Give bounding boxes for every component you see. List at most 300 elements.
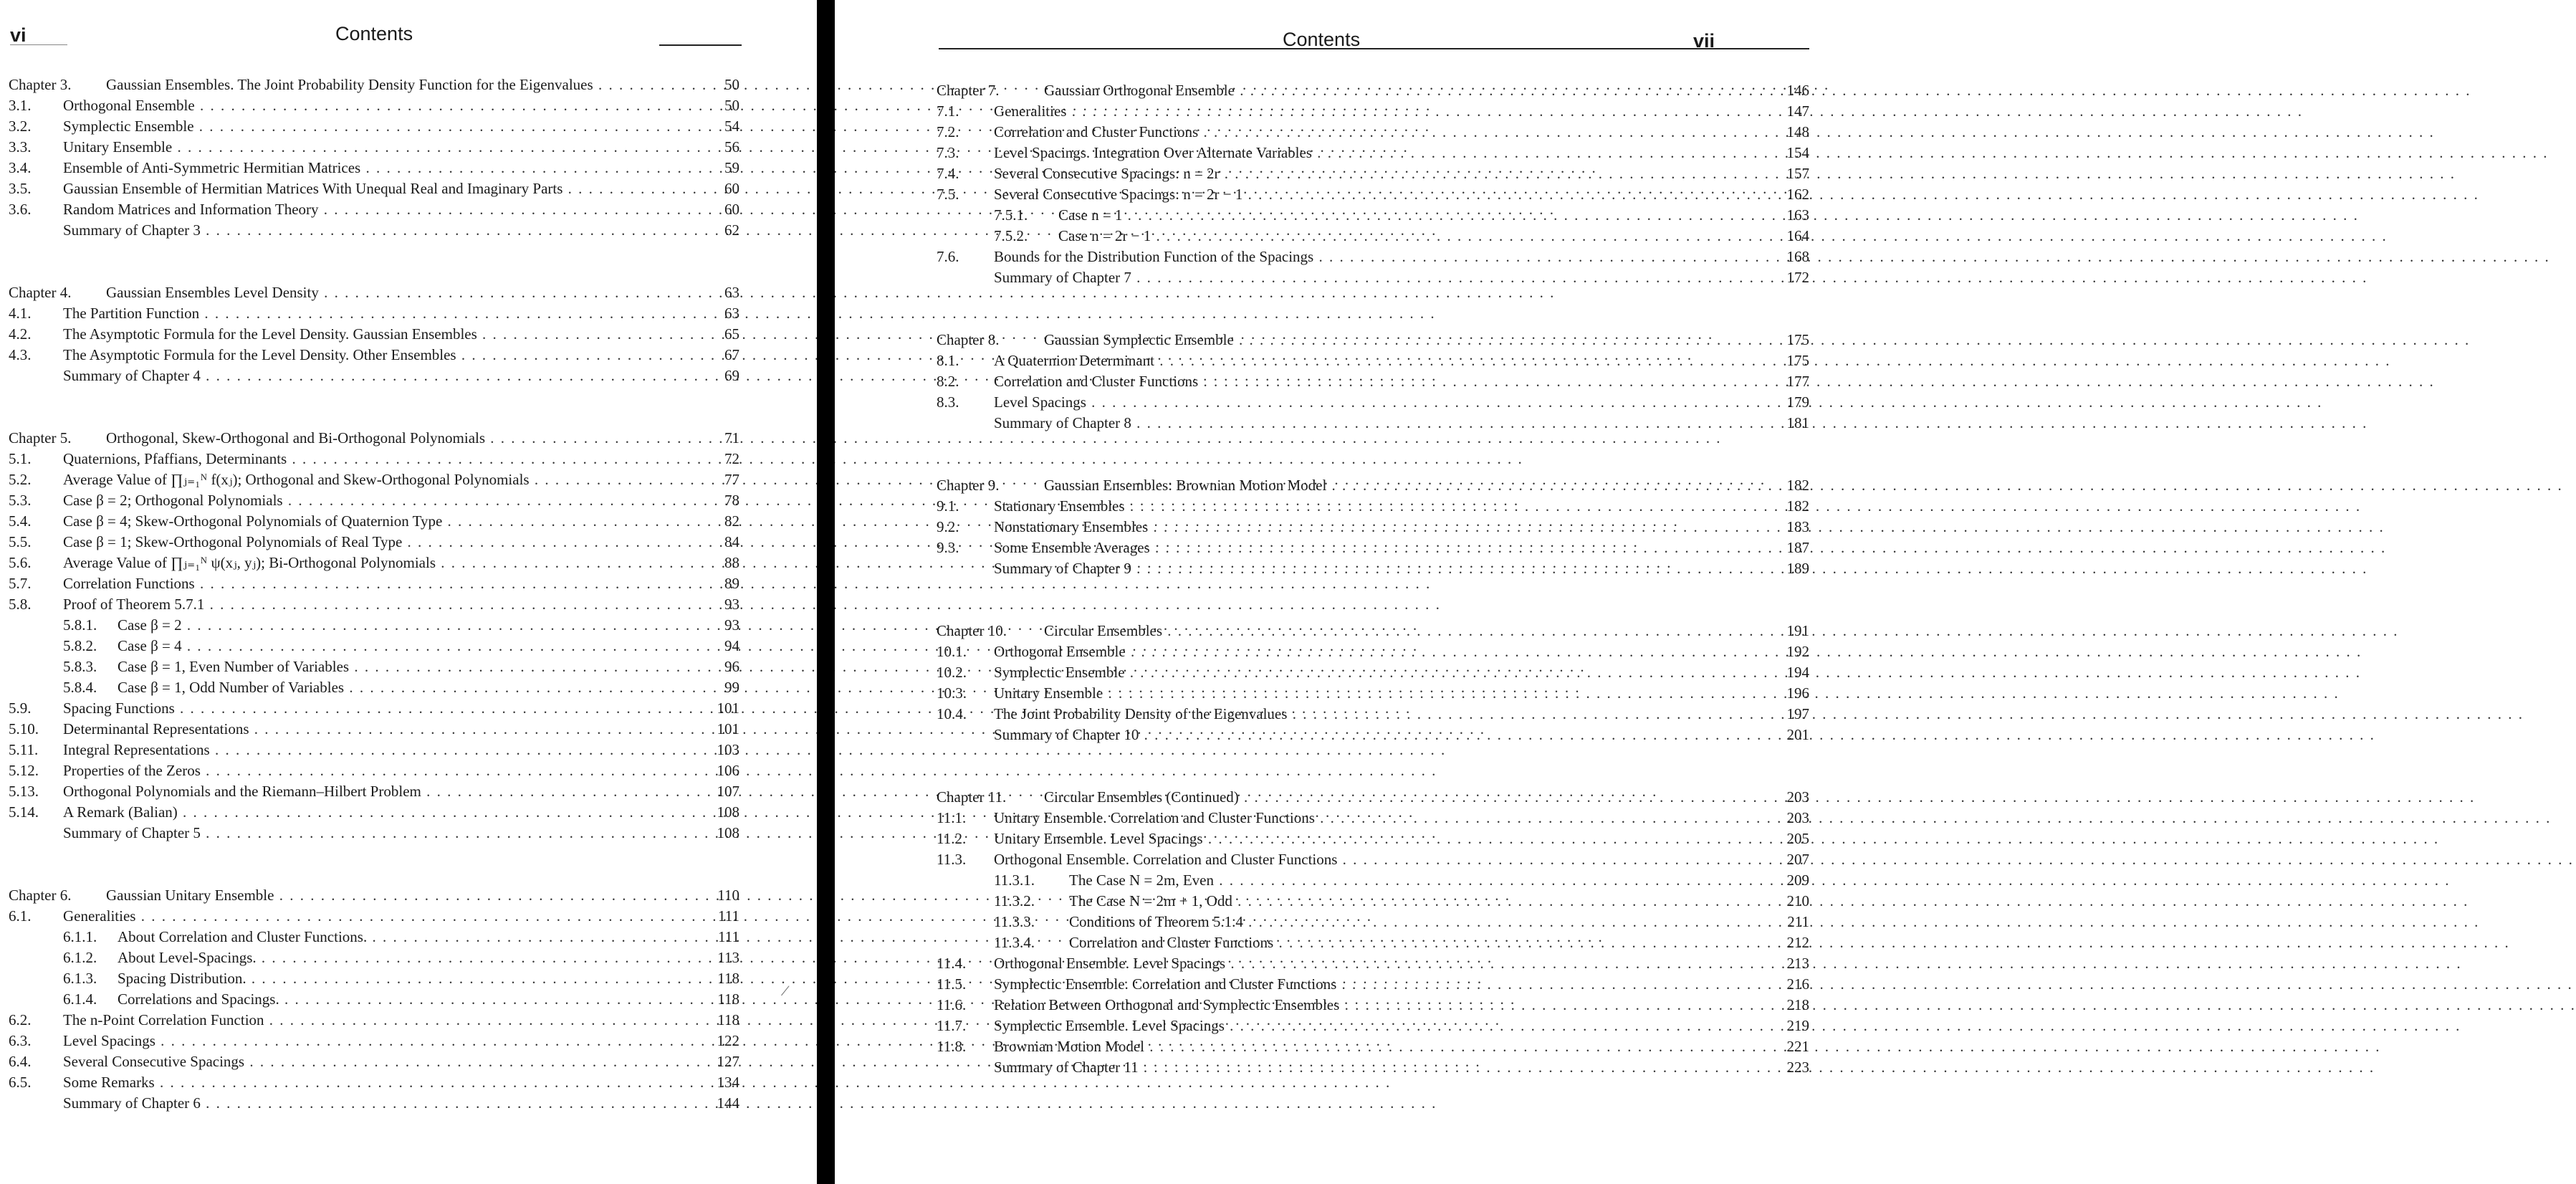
toc-entry-number: 8.3.	[937, 393, 959, 411]
toc-entry[interactable]	[9, 947, 739, 968]
toc-entry-title: Correlation and Cluster Functions . . .	[994, 371, 1752, 392]
toc-entry-page: 164	[1786, 227, 1809, 244]
toc-entry-page: 223	[1786, 1059, 1809, 1076]
scan-mark: /	[779, 981, 791, 1001]
toc-entry-number: 5.8.4.	[63, 679, 97, 696]
toc-chapter-block	[937, 80, 1809, 288]
toc-entry-number: Chapter 4.	[9, 284, 72, 301]
toc-entry-page: 209	[1786, 872, 1809, 889]
toc-entry-title: Orthogonal Ensemble . . .	[994, 641, 1752, 662]
toc-entry[interactable]	[9, 698, 739, 719]
toc-entry[interactable]	[937, 912, 1809, 932]
toc-entry-number: 10.4.	[937, 705, 967, 722]
toc-entry-number: 5.1.	[9, 450, 32, 467]
toc-entry[interactable]	[937, 350, 1809, 371]
toc-entry-number: 11.7.	[937, 1017, 967, 1034]
toc-entry-number: 3.1.	[9, 97, 32, 114]
toc-entry-title: Spacing Functions . . .	[63, 698, 689, 719]
toc-entry[interactable]	[937, 496, 1809, 517]
toc-entry-title: Level Spacings . . .	[994, 392, 1752, 413]
toc-entry-page: 89	[724, 575, 739, 592]
toc-entry-title: Summary of Chapter 11 . . .	[994, 1057, 1752, 1078]
toc-entry[interactable]	[9, 345, 739, 366]
toc-entry[interactable]	[937, 122, 1809, 143]
toc-entry-page: 50	[724, 97, 739, 114]
toc-entry[interactable]	[937, 808, 1809, 829]
toc-entry-title: Several Consecutive Spacings: n = 2r . . .	[994, 163, 1752, 184]
toc-entry-number: 11.2.	[937, 830, 967, 847]
toc-entry-page: 118	[717, 1011, 739, 1028]
toc-entry[interactable]	[937, 184, 1809, 205]
page-number: vi	[10, 24, 27, 46]
toc-entry[interactable]	[9, 906, 739, 927]
toc-entry-page: 181	[1786, 414, 1809, 431]
toc-entry-title: Case n = 2r − 1 . . .	[1058, 226, 1752, 247]
toc-entry-page: 60	[724, 180, 739, 197]
right-page	[835, 0, 1809, 1184]
toc-entry-page: 93	[724, 616, 739, 634]
toc-entry-number: 5.14.	[9, 803, 39, 821]
toc-entry-page: 77	[724, 471, 739, 488]
toc-entry-page: 218	[1786, 996, 1809, 1013]
toc-entry[interactable]	[9, 137, 739, 158]
toc-entry-number: 6.4.	[9, 1053, 32, 1070]
toc-entry[interactable]	[937, 163, 1809, 184]
toc-entry-title: The Partition Function . . .	[63, 303, 689, 324]
toc-entry-number: 5.8.1.	[63, 616, 97, 634]
toc-entry-page: 59	[724, 159, 739, 176]
toc-entry[interactable]	[9, 532, 739, 553]
toc-entry[interactable]	[9, 553, 739, 573]
toc-entry-title: Summary of Chapter 6 . . .	[63, 1093, 689, 1114]
toc-entry-page: 191	[1786, 622, 1809, 639]
toc-entry-title: Unitary Ensemble. Correlation and Cluster Functions . . .	[994, 808, 1752, 829]
toc-entry-title: Unitary Ensemble. Level Spacings . . .	[994, 829, 1752, 849]
toc-entry-number: 6.1.1.	[63, 928, 97, 945]
toc-entry-page: 192	[1786, 643, 1809, 660]
toc-entry-page: 219	[1786, 1017, 1809, 1034]
toc-entry-page: 71	[724, 429, 739, 447]
toc-entry-title: Nonstationary Ensembles . . .	[994, 517, 1752, 538]
toc-entry[interactable]	[9, 802, 739, 823]
toc-entry-title: Integral Representations . . .	[63, 740, 689, 760]
toc-entry-page: 147	[1786, 102, 1809, 120]
toc-entry-title: Case β = 2 . . .	[118, 615, 689, 636]
toc-entry[interactable]	[9, 1031, 739, 1051]
toc-chapter-block	[937, 475, 1809, 579]
toc-entry-title: Level Spacings . . .	[63, 1031, 689, 1051]
toc-entry-page: 203	[1786, 788, 1809, 806]
table-of-contents	[937, 80, 1809, 1119]
toc-entry[interactable]	[937, 787, 1809, 808]
toc-entry-page: 50	[724, 76, 739, 93]
toc-entry[interactable]	[9, 1093, 739, 1114]
toc-entry-title: A Remark (Balian) . . .	[63, 802, 689, 823]
toc-entry-title: Gaussian Ensemble of Hermitian Matrices With Unequal Real and Imaginary Parts . . .	[63, 178, 689, 199]
toc-entry-page: 157	[1786, 165, 1809, 182]
toc-entry[interactable]	[937, 226, 1809, 247]
toc-entry[interactable]	[937, 517, 1809, 538]
toc-entry-number: 8.1.	[937, 352, 959, 369]
toc-entry-page: 84	[724, 533, 739, 550]
toc-entry-title: Level Spacings. Integration Over Alternate Variables . . .	[994, 143, 1752, 163]
toc-entry-number: Chapter 10.	[937, 622, 1007, 639]
toc-entry-title: Summary of Chapter 7 . . .	[994, 267, 1752, 288]
toc-entry-page: 118	[717, 990, 739, 1008]
toc-entry-page: 122	[717, 1032, 739, 1049]
toc-entry-page: 134	[717, 1074, 739, 1091]
toc-entry[interactable]	[937, 662, 1809, 683]
toc-entry-page: 162	[1786, 186, 1809, 203]
toc-entry-page: 94	[724, 637, 739, 654]
toc-entry-title: Generalities . . .	[994, 101, 1752, 122]
toc-entry[interactable]	[937, 413, 1809, 434]
toc-entry-title: Gaussian Symplectic Ensemble . . .	[1044, 330, 1752, 350]
toc-entry[interactable]	[9, 968, 739, 989]
toc-entry-number: 6.1.	[9, 907, 32, 925]
toc-entry[interactable]	[937, 704, 1809, 725]
toc-entry-page: 212	[1786, 934, 1809, 951]
running-header: Contents	[1283, 29, 1361, 50]
toc-entry-title: Gaussian Ensembles: Brownian Motion Model . . .	[1044, 475, 1752, 496]
toc-entry[interactable]	[9, 760, 739, 781]
toc-entry-number: 4.3.	[9, 346, 32, 363]
toc-entry[interactable]	[9, 428, 739, 449]
toc-entry-page: 196	[1786, 684, 1809, 702]
toc-entry-number: 7.5.	[937, 186, 959, 203]
toc-entry-number: 3.2.	[9, 118, 32, 135]
toc-entry[interactable]	[937, 143, 1809, 163]
toc-entry-page: 187	[1786, 539, 1809, 556]
toc-entry-title: Unitary Ensemble . . .	[994, 683, 1752, 704]
toc-entry-number: 3.4.	[9, 159, 32, 176]
toc-entry[interactable]	[9, 95, 739, 116]
toc-entry[interactable]	[937, 953, 1809, 974]
toc-entry-page: 216	[1786, 975, 1809, 993]
toc-entry[interactable]	[937, 1016, 1809, 1036]
toc-entry[interactable]	[9, 303, 739, 324]
toc-entry-number: 11.1.	[937, 809, 967, 826]
toc-entry-number: 11.6.	[937, 996, 967, 1013]
toc-entry[interactable]	[9, 178, 739, 199]
toc-entry-title: Symplectic Ensemble. Correlation and Cluster Functions . . .	[994, 974, 1752, 995]
toc-chapter-block	[937, 787, 1809, 1078]
toc-entry[interactable]	[937, 829, 1809, 849]
toc-entry[interactable]	[937, 974, 1809, 995]
toc-entry-page: 67	[724, 346, 739, 363]
toc-entry-number: 7.5.1.	[994, 206, 1028, 224]
toc-entry[interactable]	[9, 158, 739, 178]
toc-entry[interactable]	[937, 475, 1809, 496]
toc-entry-page: 96	[724, 658, 739, 675]
toc-entry-title: Ensemble of Anti-Symmetric Hermitian Matrices . . .	[63, 158, 689, 178]
toc-entry-page: 108	[717, 824, 739, 841]
toc-entry-page: 69	[724, 367, 739, 384]
toc-entry-number: Chapter 11.	[937, 788, 1007, 806]
toc-entry-title: A Quaternion Determinant . . .	[994, 350, 1752, 371]
toc-entry-page: 101	[717, 720, 739, 737]
toc-entry-number: 5.3.	[9, 492, 32, 509]
toc-entry[interactable]	[9, 449, 739, 469]
toc-entry[interactable]	[9, 1051, 739, 1072]
toc-entry-title: Some Remarks . . .	[63, 1072, 689, 1093]
toc-entry-number: 11.3.3.	[994, 913, 1035, 930]
toc-entry-number: 3.6.	[9, 201, 32, 218]
toc-entry-title: The Case N = 2m + 1, Odd . . .	[1069, 891, 1752, 912]
toc-entry[interactable]	[937, 558, 1809, 579]
toc-entry[interactable]	[937, 330, 1809, 350]
toc-entry-title: Summary of Chapter 5 . . .	[63, 823, 689, 844]
toc-entry-number: 5.13.	[9, 783, 39, 800]
toc-entry[interactable]	[937, 80, 1809, 101]
toc-entry-title: Case β = 4 . . .	[118, 636, 689, 657]
toc-entry-number: 5.8.	[9, 596, 32, 613]
toc-entry-title: About Correlation and Cluster Functions. . . .	[118, 927, 689, 947]
toc-entry-page: 108	[717, 803, 739, 821]
toc-entry[interactable]	[9, 615, 739, 636]
toc-entry[interactable]	[9, 657, 739, 677]
toc-entry-title: Case n = 1 . . .	[1058, 205, 1752, 226]
toc-entry[interactable]	[937, 995, 1809, 1016]
toc-entry[interactable]	[937, 849, 1809, 870]
toc-chapter-block	[9, 75, 739, 241]
toc-entry-number: 5.8.2.	[63, 637, 97, 654]
table-of-contents	[9, 75, 739, 1155]
toc-entry[interactable]	[9, 989, 739, 1010]
toc-entry[interactable]	[9, 677, 739, 698]
toc-entry-page: 175	[1786, 352, 1809, 369]
toc-entry-page: 106	[717, 762, 739, 779]
toc-entry-page: 60	[724, 201, 739, 218]
toc-entry[interactable]	[9, 594, 739, 615]
toc-entry[interactable]	[937, 101, 1809, 122]
toc-chapter-block	[9, 428, 739, 844]
toc-entry-page: 107	[717, 783, 739, 800]
toc-entry[interactable]	[937, 870, 1809, 891]
toc-entry-title: Proof of Theorem 5.7.1 . . .	[63, 594, 689, 615]
toc-entry-number: 9.1.	[937, 497, 959, 515]
running-header: Contents	[335, 23, 413, 44]
toc-entry-number: 6.1.3.	[63, 970, 97, 987]
toc-entry-page: 110	[717, 887, 739, 904]
toc-entry-page: 179	[1786, 393, 1809, 411]
toc-entry-number: 5.7.	[9, 575, 32, 592]
header-rule	[659, 44, 742, 46]
toc-entry-page: 211	[1787, 913, 1809, 930]
toc-entry[interactable]	[9, 927, 739, 947]
toc-entry-title: Correlation and Cluster Functions . . .	[1069, 932, 1752, 953]
toc-entry[interactable]	[937, 205, 1809, 226]
toc-entry[interactable]	[9, 324, 739, 345]
toc-entry-page: 82	[724, 512, 739, 530]
toc-entry[interactable]	[937, 891, 1809, 912]
toc-entry[interactable]	[9, 116, 739, 137]
toc-entry-title: Quaternions, Pfaffians, Determinants . . .	[63, 449, 689, 469]
toc-entry[interactable]	[937, 1057, 1809, 1078]
toc-entry[interactable]	[9, 1072, 739, 1093]
toc-entry-title: The Asymptotic Formula for the Level Density. Other Ensembles . . .	[63, 345, 689, 366]
toc-entry-page: 201	[1786, 726, 1809, 743]
toc-entry-page: 194	[1786, 664, 1809, 681]
toc-entry-title: The Case N = 2m, Even . . .	[1069, 870, 1752, 891]
toc-entry-title: Orthogonal Ensemble. Correlation and Cluster Functions . . .	[994, 849, 1752, 870]
toc-entry[interactable]	[9, 490, 739, 511]
toc-entry[interactable]	[9, 469, 739, 490]
toc-entry-page: 163	[1786, 206, 1809, 224]
toc-entry-number: 10.2.	[937, 664, 967, 681]
toc-entry-title: Orthogonal Ensemble. Level Spacings . . .	[994, 953, 1752, 974]
toc-entry-page: 183	[1786, 518, 1809, 535]
toc-entry-title: Unitary Ensemble . . .	[63, 137, 689, 158]
toc-entry[interactable]	[9, 823, 739, 844]
toc-entry-page: 213	[1786, 955, 1809, 972]
toc-entry-number: 4.1.	[9, 305, 32, 322]
toc-entry[interactable]	[9, 740, 739, 760]
toc-entry[interactable]	[9, 719, 739, 740]
toc-entry-number: 9.2.	[937, 518, 959, 535]
toc-entry-title: Bounds for the Distribution Function of the Spacings . . .	[994, 247, 1752, 267]
toc-entry-page: 93	[724, 596, 739, 613]
toc-entry-number: 6.2.	[9, 1011, 32, 1028]
toc-entry-page: 175	[1786, 331, 1809, 348]
toc-entry-page: 127	[717, 1053, 739, 1070]
toc-entry-page: 63	[724, 284, 739, 301]
toc-entry-page: 177	[1786, 373, 1809, 390]
toc-entry-title: Case β = 1, Odd Number of Variables . . .	[118, 677, 689, 698]
book-spine-gutter	[817, 0, 835, 1184]
toc-entry-page: 146	[1786, 82, 1809, 99]
toc-entry-title: Random Matrices and Information Theory . . .	[63, 199, 689, 220]
toc-entry-number: 9.3.	[937, 539, 959, 556]
toc-entry-title: Symplectic Ensemble . . .	[63, 116, 689, 137]
toc-entry-title: Correlation Functions . . .	[63, 573, 689, 594]
toc-entry-number: 5.9.	[9, 700, 32, 717]
toc-entry-number: 5.8.3.	[63, 658, 97, 675]
toc-entry-page: 154	[1786, 144, 1809, 161]
toc-entry-title: Summary of Chapter 8 . . .	[994, 413, 1752, 434]
toc-chapter-block	[937, 330, 1809, 434]
toc-entry[interactable]	[9, 1010, 739, 1031]
toc-entry-title: Determinantal Representations . . .	[63, 719, 689, 740]
toc-entry[interactable]	[937, 683, 1809, 704]
toc-entry-title: Orthogonal Ensemble . . .	[63, 95, 689, 116]
toc-entry-number: 3.3.	[9, 138, 32, 156]
toc-entry-number: 11.3.4.	[994, 934, 1035, 951]
toc-entry-number: 7.1.	[937, 102, 959, 120]
toc-entry-number: 11.4.	[937, 955, 967, 972]
toc-entry-page: 88	[724, 554, 739, 571]
toc-entry-title: Several Consecutive Spacings: n = 2r − 1 . . .	[994, 184, 1752, 205]
toc-entry-number: 7.3.	[937, 144, 959, 161]
toc-entry[interactable]	[9, 282, 739, 303]
toc-entry-page: 172	[1786, 269, 1809, 286]
toc-entry-number: Chapter 3.	[9, 76, 72, 93]
toc-entry-page: 111	[718, 928, 739, 945]
toc-entry-number: 6.5.	[9, 1074, 32, 1091]
toc-entry-number: 10.3.	[937, 684, 967, 702]
toc-entry-title: Circular Ensembles . . .	[1044, 621, 1752, 641]
toc-entry[interactable]	[9, 885, 739, 906]
toc-entry-number: 7.5.2.	[994, 227, 1028, 244]
toc-entry[interactable]	[937, 932, 1809, 953]
toc-entry-number: 5.2.	[9, 471, 32, 488]
toc-entry[interactable]	[9, 75, 739, 95]
toc-entry-number: 11.8.	[937, 1038, 967, 1055]
toc-entry[interactable]	[937, 538, 1809, 558]
toc-entry[interactable]	[937, 641, 1809, 662]
toc-entry-number: 5.12.	[9, 762, 39, 779]
toc-entry-number: Chapter 6.	[9, 887, 72, 904]
toc-entry[interactable]	[9, 199, 739, 220]
toc-entry-number: 11.3.2.	[994, 892, 1035, 910]
toc-entry[interactable]	[937, 725, 1809, 745]
toc-entry[interactable]	[9, 511, 739, 532]
toc-entry-number: 7.6.	[937, 248, 959, 265]
toc-entry-number: 8.2.	[937, 373, 959, 390]
toc-entry-page: 101	[717, 700, 739, 717]
toc-entry-title: Stationary Ensembles . . .	[994, 496, 1752, 517]
toc-entry[interactable]	[9, 636, 739, 657]
toc-entry-title: Correlation and Cluster Functions . . .	[994, 122, 1752, 143]
toc-entry[interactable]	[937, 371, 1809, 392]
toc-entry-title: Properties of the Zeros . . .	[63, 760, 689, 781]
toc-entry-title: The Asymptotic Formula for the Level Density. Gaussian Ensembles . . .	[63, 324, 689, 345]
toc-entry[interactable]	[937, 392, 1809, 413]
toc-entry-title: The Joint Probability Density of the Eigenvalues . . .	[994, 704, 1752, 725]
toc-entry-title: Generalities . . .	[63, 906, 689, 927]
toc-entry[interactable]	[937, 1036, 1809, 1057]
toc-entry-title: Conditions of Theorem 5.1.4 . . .	[1069, 912, 1752, 932]
toc-entry-title: Gaussian Unitary Ensemble . . .	[106, 885, 689, 906]
toc-entry-title: The n-Point Correlation Function . . .	[63, 1010, 689, 1031]
toc-entry-title: Orthogonal Polynomials and the Riemann–Hilbert Problem . . .	[63, 781, 689, 802]
page-number: vii	[1692, 30, 1715, 52]
toc-entry-title: Symplectic Ensemble . . .	[994, 662, 1752, 683]
toc-entry-title: Case β = 2; Orthogonal Polynomials . . .	[63, 490, 689, 511]
toc-entry[interactable]	[9, 781, 739, 802]
toc-entry[interactable]	[937, 267, 1809, 288]
toc-entry-title: Case β = 1, Even Number of Variables . . .	[118, 657, 689, 677]
toc-entry[interactable]	[937, 621, 1809, 641]
toc-entry-page: 210	[1786, 892, 1809, 910]
toc-entry[interactable]	[9, 366, 739, 386]
toc-chapter-block	[9, 885, 739, 1114]
toc-entry-number: 7.2.	[937, 123, 959, 140]
toc-entry-page: 203	[1786, 809, 1809, 826]
toc-entry-number: 3.5.	[9, 180, 32, 197]
toc-entry-title: Summary of Chapter 3 . . .	[63, 220, 689, 241]
header-rule	[939, 48, 1809, 49]
toc-entry[interactable]	[9, 573, 739, 594]
toc-entry-title: Correlations and Spacings. . . .	[118, 989, 689, 1010]
toc-entry[interactable]	[937, 247, 1809, 267]
toc-entry-number: 6.1.4.	[63, 990, 97, 1008]
toc-entry-number: 10.1.	[937, 643, 967, 660]
toc-entry-number: 11.3.1.	[994, 872, 1035, 889]
toc-entry-page: 72	[724, 450, 739, 467]
toc-entry-title: Relation Between Orthogonal and Symplectic Ensembles . . .	[994, 995, 1752, 1016]
toc-entry-number: 11.5.	[937, 975, 967, 993]
header-underline	[10, 44, 67, 45]
toc-entry-title: Gaussian Ensembles. The Joint Probability Density Function for the Eigenvalues . . .	[106, 75, 689, 95]
toc-entry[interactable]	[9, 220, 739, 241]
toc-entry-title: Summary of Chapter 4 . . .	[63, 366, 689, 386]
toc-entry-title: Several Consecutive Spacings . . .	[63, 1051, 689, 1072]
toc-entry-page: 182	[1786, 477, 1809, 494]
toc-entry-page: 205	[1786, 830, 1809, 847]
toc-entry-title: Gaussian Ensembles Level Density . . .	[106, 282, 689, 303]
toc-entry-title: Symplectic Ensemble. Level Spacings . . .	[994, 1016, 1752, 1036]
